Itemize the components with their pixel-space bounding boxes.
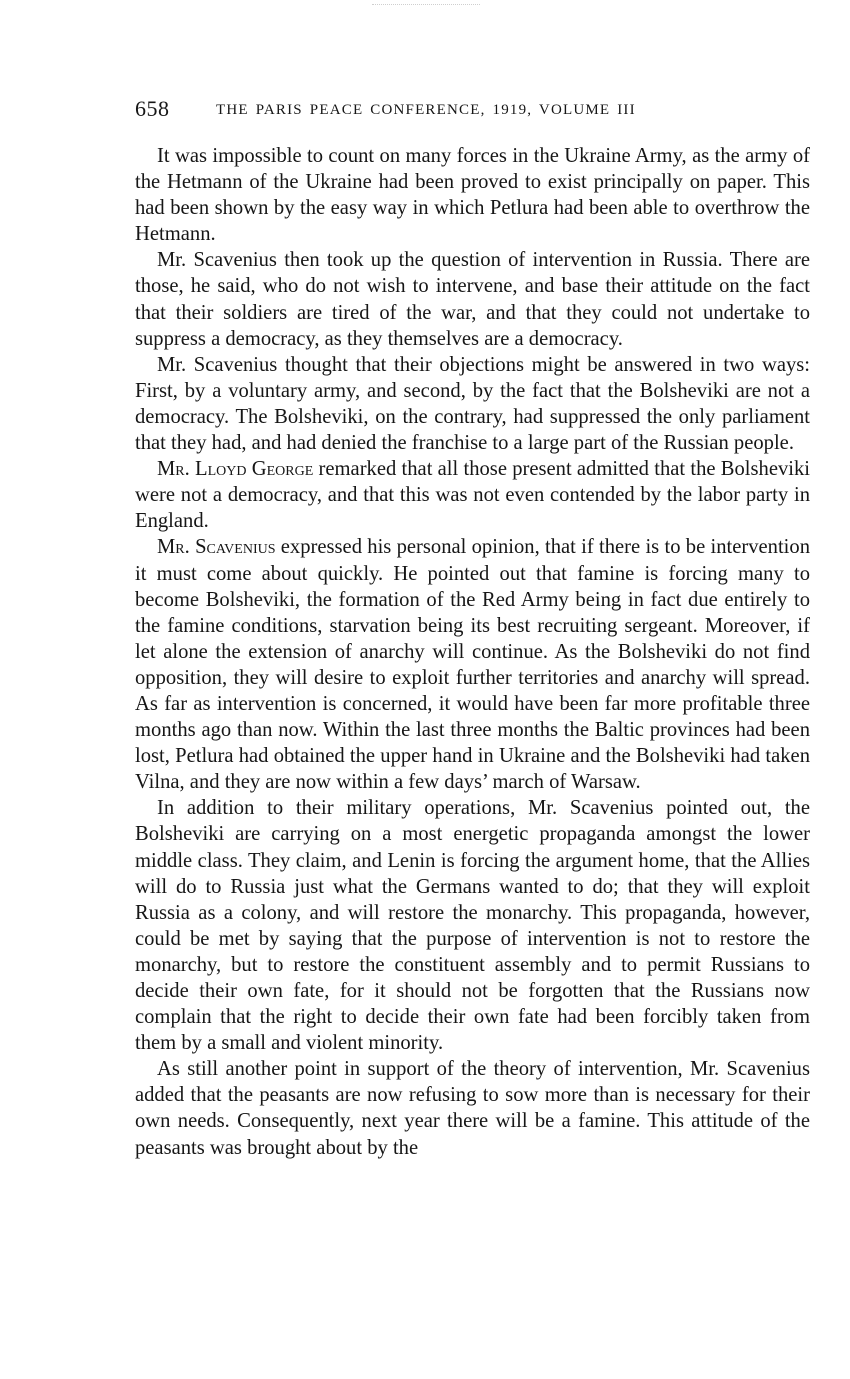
paragraph-objections (135, 352, 810, 456)
running-title: THE PARIS PEACE CONFERENCE, 1919, VOLUME III (216, 102, 636, 118)
paragraph-text: As still another point in support of the theory of intervention, Mr. Scavenius added that the peasants are now refusing to sow more than is necessary for their own needs. Consequently, next year there will be a famine. This attitude of the peasants was brought about by the (135, 1058, 810, 1159)
paragraph-peasants (135, 1056, 810, 1160)
speaker-name: Mr. Scavenius (157, 536, 276, 559)
speaker-name: Mr. Lloyd George (157, 458, 314, 481)
paragraph-text: expressed his personal opinion, that if there is to be intervention it must come about quickly. He pointed out that famine is forcing many to become Bolsheviki, the formation of the Red Army being in fact due entirely to the famine conditions, starvation being its best recruiting sergeant. Moreover, if let alone the extension of anarchy will continue. As the Bolsheviki do not find opposition, they will desire to exploit further territories and anarchy will spread. As far as intervention is concerned, it would have been far more profitable three months ago than now. Within the last three months the Baltic provinces had been lost, Petlura had obtained the upper hand in Ukraine and the Bolsheviki had taken Vilna, and they are now within a few days’ march of Warsaw. (135, 536, 811, 794)
paragraph-text: Mr. Scavenius thought that their objections might be answered in two ways: First, by a voluntary army, and second, by the fact that the Bolsheviki are not a democracy. The Bolsheviki, on the contrary, had suppressed the only parliament that they had, and had denied the franchise to a large part of the Russian people. (135, 353, 810, 455)
paragraph-scavenius-opinion (135, 534, 810, 795)
paragraph-lloyd-george (135, 456, 810, 534)
page-number: 658 (135, 96, 170, 121)
paragraph-text: Mr. Scavenius then took up the question of intervention in Russia. There are those, he said, who do not wish to intervene, and base their attitude on the fact that their soldiers are tired of the war, and that they could not undertake to suppress a democracy, as they themselves are a democracy. (135, 249, 810, 350)
scan-artifact (372, 4, 480, 7)
paragraph-propaganda (135, 795, 810, 1056)
paragraph-intervention-question (135, 247, 810, 351)
running-head (135, 96, 815, 126)
body-text (135, 143, 810, 1161)
paragraph-text: In addition to their military operations, Mr. Scavenius pointed out, the Bolsheviki are carrying on a most energetic propaganda amongst the lower middle class. They claim, and Lenin is forcing the argument home, that the Allies will do to Russia just what the Germans wanted to do; that they will exploit Russia as a colony, and will restore the monarchy. This propaganda, however, could be met by saying that the purpose of intervention is not to restore the monarchy, but to restore the constituent assembly and to permit Russians to decide their own fate, for it should not be forgotten that the Russians now complain that the right to decide their own fate had been forcibly taken from them by a small and violent minority. (135, 797, 810, 1055)
paragraph-ukraine-army (135, 143, 810, 247)
paragraph-text: It was impossible to count on many forces in the Ukraine Army, as the army of the Hetmann of the Ukraine had been proved to exist principally on paper. This had been shown by the easy way in which Petlura had been able to overthrow the Hetmann. (135, 145, 810, 246)
paragraph-text: remarked that all those present admitted that the Bolsheviki were not a democracy, and that this was not even contended by the labor party in England. (135, 458, 810, 533)
